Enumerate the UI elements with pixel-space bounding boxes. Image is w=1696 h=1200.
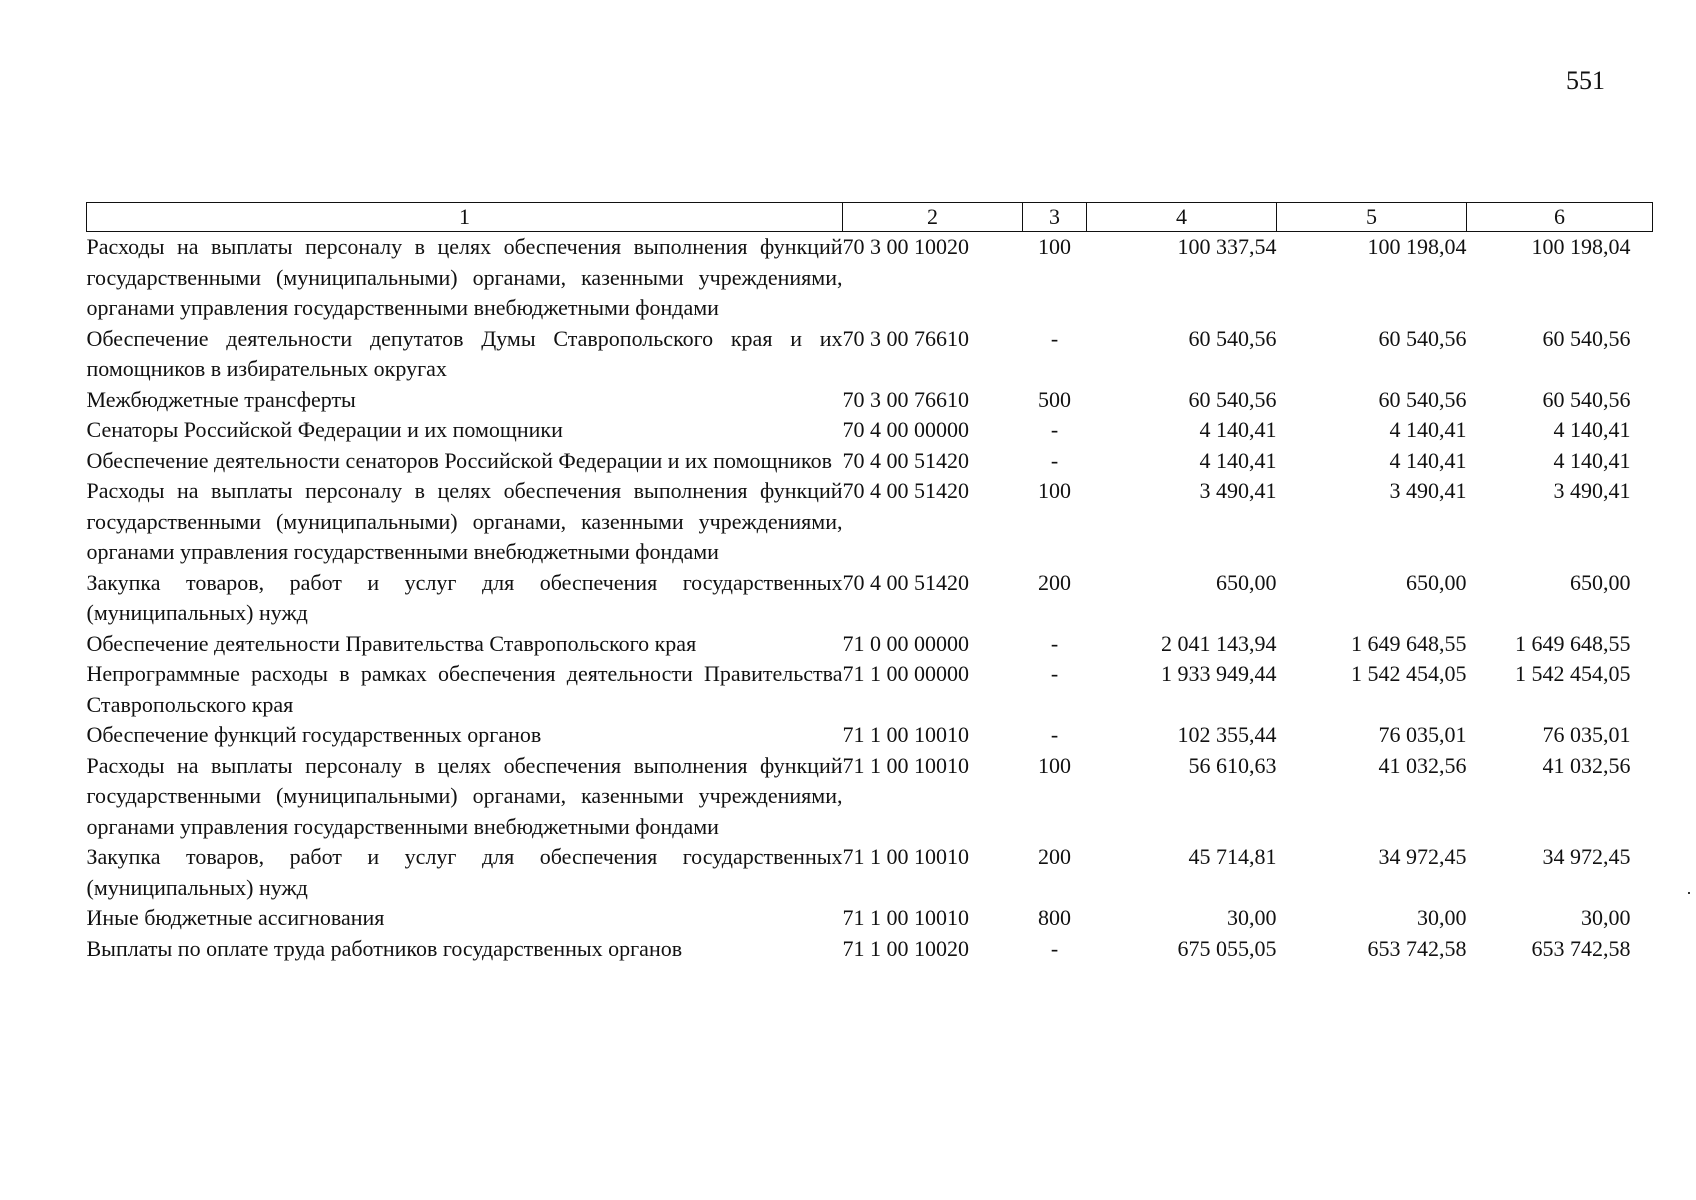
- row-value-col4: 650,00: [1216, 569, 1277, 595]
- row-code: 71 1 00 10010: [842, 752, 969, 778]
- row-name: Непрограммные расходы в рамках обеспечения деятельности Правительства Ставропольского края: [86, 661, 843, 717]
- row-code: 71 0 00 00000: [842, 630, 969, 656]
- row-value-col5: 1 542 454,05: [1351, 661, 1467, 686]
- table-row: [87, 903, 1653, 934]
- row-expense-type: -: [1050, 630, 1059, 656]
- row-value-col6: 4 140,41: [1553, 447, 1631, 473]
- row-value-col5: 653 742,58: [1367, 935, 1467, 961]
- row-value-col4: 45 714,81: [1188, 844, 1277, 869]
- row-value-col4: 4 140,41: [1199, 417, 1277, 442]
- row-value-col4: 56 610,63: [1188, 752, 1277, 778]
- row-expense-type: 100: [1038, 752, 1071, 778]
- table-row: [87, 476, 1653, 568]
- row-name: Закупка товаров, работ и услуг для обеспечения государственных (муниципальных) нужд: [86, 569, 843, 625]
- column-header-2: 2: [843, 203, 1023, 232]
- row-value-col5: 4 140,41: [1389, 417, 1467, 442]
- row-expense-type: -: [1050, 935, 1059, 961]
- table-row: [87, 446, 1653, 477]
- row-expense-type: 200: [1038, 844, 1071, 869]
- row-value-col6: 653 742,58: [1531, 935, 1631, 961]
- row-value-col4: 30,00: [1227, 905, 1277, 930]
- table-body: [87, 232, 1653, 965]
- table-row: [87, 385, 1653, 416]
- row-expense-type: 100: [1038, 234, 1071, 259]
- row-code: 71 1 00 10010: [842, 722, 969, 747]
- row-value-col5: 60 540,56: [1378, 325, 1467, 351]
- row-expense-type: 800: [1038, 905, 1071, 930]
- header-row: [87, 203, 1653, 232]
- row-name: Закупка товаров, работ и услуг для обеспечения государственных (муниципальных) нужд: [86, 844, 843, 900]
- row-name: Расходы на выплаты персоналу в целях обеспечения выполнения функций государственными (муниципальными) органами, казенными учреждениями, органами управления государственными внебюджетными фондами: [86, 234, 843, 320]
- row-expense-type: 200: [1038, 569, 1071, 595]
- row-code: 70 3 00 10020: [842, 234, 969, 259]
- row-value-col6: 60 540,56: [1542, 325, 1631, 351]
- table-row: [87, 659, 1653, 720]
- row-value-col6: 1 542 454,05: [1515, 661, 1631, 686]
- row-name: Иные бюджетные ассигнования: [86, 905, 385, 930]
- row-code: 71 1 00 10010: [842, 844, 969, 869]
- budget-table: [86, 202, 1653, 964]
- row-value-col5: 100 198,04: [1367, 234, 1467, 259]
- row-value-col5: 41 032,56: [1378, 752, 1467, 778]
- row-code: 71 1 00 10010: [842, 905, 969, 930]
- row-code: 71 1 00 10020: [842, 935, 969, 961]
- row-name: Выплаты по оплате труда работников государственных органов: [86, 935, 683, 961]
- row-code: 70 4 00 51420: [842, 569, 969, 595]
- row-expense-type: -: [1050, 447, 1059, 473]
- row-name: Расходы на выплаты персоналу в целях обеспечения выполнения функций государственными (муниципальными) органами, казенными учреждениями, органами управления государственными внебюджетными фондами: [86, 478, 843, 564]
- row-value-col6: 41 032,56: [1542, 752, 1631, 778]
- row-name: Обеспечение функций государственных органов: [86, 722, 542, 747]
- row-value-col4: 675 055,05: [1177, 935, 1277, 961]
- table-row: [87, 720, 1653, 751]
- row-code: 70 4 00 51420: [842, 478, 969, 503]
- row-value-col6: 650,00: [1570, 569, 1631, 595]
- row-value-col5: 76 035,01: [1378, 722, 1467, 747]
- row-value-col5: 34 972,45: [1378, 844, 1467, 869]
- row-expense-type: 100: [1038, 478, 1071, 503]
- table-header: [87, 203, 1653, 232]
- row-name: Обеспечение деятельности депутатов Думы Ставропольского края и их помощников в избирательных округах: [86, 325, 843, 381]
- row-value-col5: 1 649 648,55: [1351, 630, 1467, 656]
- row-value-col6: 1 649 648,55: [1515, 630, 1631, 656]
- row-value-col4: 100 337,54: [1177, 234, 1277, 259]
- row-expense-type: -: [1050, 417, 1059, 442]
- row-value-col4: 102 355,44: [1177, 722, 1277, 747]
- column-header-5: 5: [1277, 203, 1467, 232]
- row-value-col4: 60 540,56: [1188, 325, 1277, 351]
- page-number: 551: [1566, 66, 1605, 95]
- row-value-col6: 76 035,01: [1542, 722, 1631, 747]
- column-header-3: 3: [1023, 203, 1087, 232]
- row-name: Межбюджетные трансферты: [86, 386, 356, 412]
- row-code: 71 1 00 00000: [842, 661, 969, 686]
- row-name: Сенаторы Российской Федерации и их помощники: [86, 417, 563, 442]
- row-value-col6: 34 972,45: [1542, 844, 1631, 869]
- row-name: Расходы на выплаты персоналу в целях обеспечения выполнения функций государственными (муниципальными) органами, казенными учреждениями, органами управления государственными внебюджетными фондами: [86, 752, 843, 839]
- row-code: 70 4 00 51420: [842, 447, 969, 473]
- row-expense-type: -: [1050, 661, 1059, 686]
- row-value-col5: 60 540,56: [1378, 386, 1467, 412]
- column-header-1: 1: [87, 203, 843, 232]
- stray-mark: [1688, 892, 1690, 894]
- row-code: 70 4 00 00000: [842, 417, 969, 442]
- table-row: [87, 934, 1653, 965]
- row-expense-type: 500: [1038, 386, 1071, 412]
- row-name: Обеспечение деятельности Правительства Ставропольского края: [86, 630, 697, 656]
- row-value-col4: 4 140,41: [1199, 447, 1277, 473]
- row-value-col4: 2 041 143,94: [1161, 630, 1277, 656]
- row-value-col4: 60 540,56: [1188, 386, 1277, 412]
- row-value-col6: 30,00: [1581, 905, 1631, 930]
- row-value-col6: 100 198,04: [1531, 234, 1631, 259]
- column-header-6: 6: [1467, 203, 1653, 232]
- row-code: 70 3 00 76610: [842, 386, 969, 412]
- column-header-4: 4: [1087, 203, 1277, 232]
- table-row: [87, 751, 1653, 843]
- table-row: [87, 568, 1653, 629]
- row-value-col5: 4 140,41: [1389, 447, 1467, 473]
- row-expense-type: -: [1050, 722, 1059, 747]
- table-row: [87, 324, 1653, 385]
- row-value-col4: 1 933 949,44: [1161, 661, 1277, 686]
- table-row: [87, 232, 1653, 324]
- row-code: 70 3 00 76610: [842, 325, 969, 351]
- table-row: [87, 842, 1653, 903]
- row-value-col5: 30,00: [1417, 905, 1467, 930]
- table-row: [87, 415, 1653, 446]
- row-value-col4: 3 490,41: [1199, 478, 1277, 503]
- row-name: Обеспечение деятельности сенаторов Российской Федерации и их помощников: [86, 447, 833, 473]
- row-value-col6: 3 490,41: [1553, 478, 1631, 503]
- row-value-col5: 650,00: [1406, 569, 1467, 595]
- row-value-col5: 3 490,41: [1389, 478, 1467, 503]
- row-value-col6: 60 540,56: [1542, 386, 1631, 412]
- row-value-col6: 4 140,41: [1553, 417, 1631, 442]
- row-expense-type: -: [1050, 325, 1059, 351]
- table-row: [87, 629, 1653, 660]
